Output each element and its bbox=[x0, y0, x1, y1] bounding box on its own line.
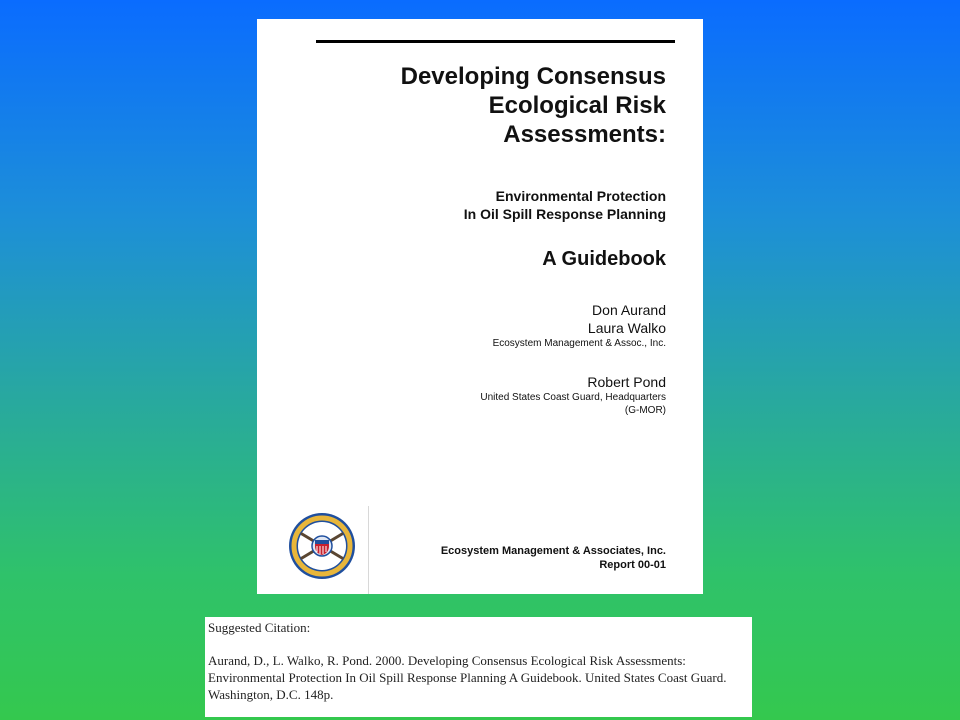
publisher-block bbox=[346, 544, 666, 572]
suggested-citation bbox=[205, 617, 752, 717]
report-cover bbox=[257, 19, 703, 594]
citation-heading: Suggested Citation: bbox=[208, 620, 311, 635]
author-name: Laura Walko bbox=[587, 320, 666, 336]
cover-title: Developing Consensus Ecological Risk Assessments: bbox=[400, 63, 666, 148]
guidebook-label: A Guidebook bbox=[542, 248, 666, 270]
author-name: Don Aurand bbox=[592, 302, 666, 318]
author-block-1 bbox=[346, 301, 666, 350]
author-affiliation: United States Coast Guard, Headquarters bbox=[480, 392, 666, 403]
author-affiliation: Ecosystem Management & Assoc., Inc. bbox=[492, 338, 666, 349]
citation-text: Aurand, D., L. Walko, R. Pond. 2000. Developing Consensus Ecological Risk Assessments: Environmental Protection In Oil Spill Response Planning A Guidebook. United States Coast Guard. Washington, D.C. 148p. bbox=[208, 653, 727, 702]
top-rule bbox=[316, 40, 675, 43]
cover-subtitle bbox=[326, 187, 666, 223]
author-affiliation-code: (G-MOR) bbox=[624, 405, 666, 416]
subtitle-line-2: In Oil Spill Response Planning bbox=[463, 206, 666, 222]
author-name: Robert Pond bbox=[587, 374, 666, 390]
report-number: Report 00-01 bbox=[599, 559, 666, 571]
publisher-name: Ecosystem Management & Associates, Inc. bbox=[440, 545, 666, 557]
author-block-2 bbox=[346, 373, 666, 417]
subtitle-line-1: Environmental Protection bbox=[495, 188, 666, 204]
